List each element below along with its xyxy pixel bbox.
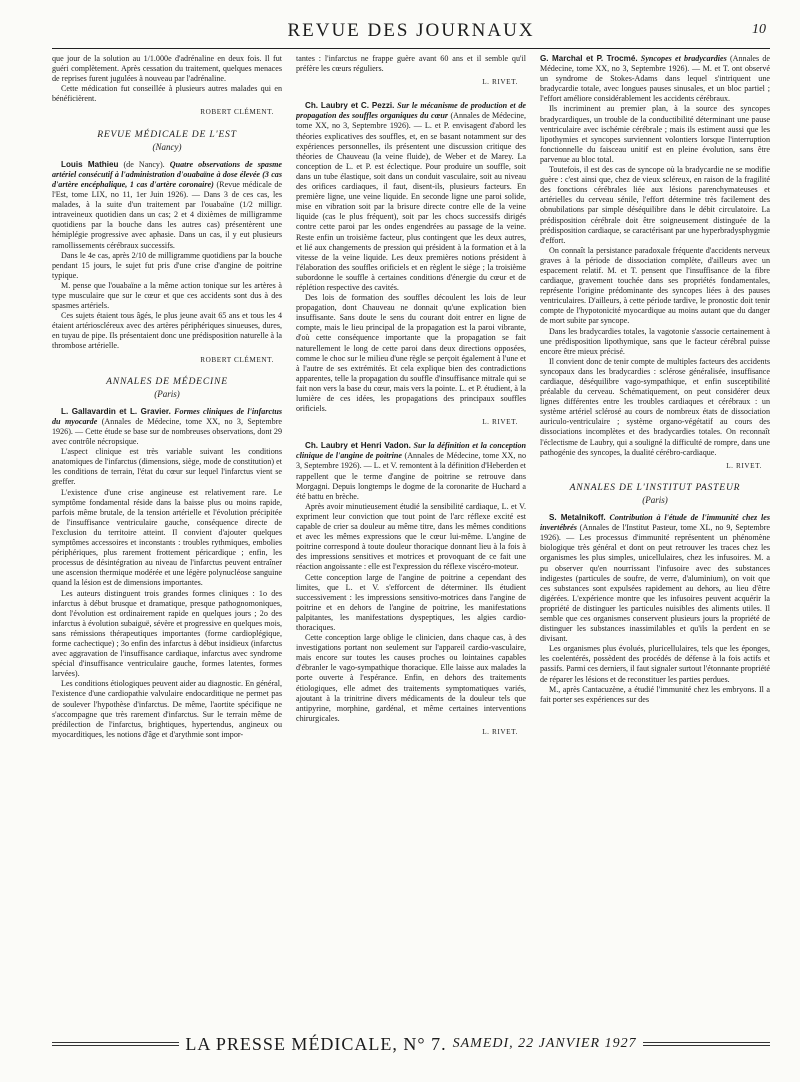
paragraph: Des lois de formation des souffles découlent les lois de leur propagation, dont Chauveau ne donnait qu'une explication bien insuffisante. Sans doute le sens du courant doit entrer en ligne de compte, mais le lieu principal de la propagation est la paroi vibrante, d'où cette conséquence importante que la propagation se fait naturellement le long de cette paroi dans deux directions opposées, comme le choc sur le milieu d'une règle se perçoit également à l'une et à l'autre de ses extrémités. Et cela explique bien des contradictions apparentes, telle la propagation du souffle d'insuffisance mitrale qui se fait non vers la base du cœur, mais vers la pointe. L. et P. étudient, à la lumière de ces idées, les propagations des principaux souffles orificiels.	[296, 293, 526, 414]
signature: L. RIVET.	[482, 418, 518, 427]
footer-journal: LA PRESSE MÉDICALE, N° 7.	[185, 1033, 447, 1054]
section-title: REVUE MÉDICALE DE L'EST	[97, 128, 237, 140]
page-header	[52, 18, 770, 49]
abstract-entry	[540, 54, 770, 104]
abstract-author: Louis Mathieu	[61, 159, 119, 169]
footer-rule-left	[52, 1042, 179, 1046]
paragraph: Après avoir minutieusement étudié la sensibilité cardiaque, L. et V. expriment leur conviction que tout point de l'arc réflexe excité est capable de crier sa douleur au même titre, dans les mêmes conditions et avec les mêmes expressions que le cœur lui-même. L'angine de poitrine correspond à toute douleur thoracique donnant lieu à la fois à des impressions sensitives et motrices et provoquant de ce fait une réaction angoissante : elle est l'expression du réflexe viscéro-moteur.	[296, 501, 526, 572]
paragraph: Ces sujets étaient tous âgés, le plus jeune avait 65 ans et tous les 4 étaient artérioscléreux avec des artères périphériques sinueuses, dures, en tuyau de pipe. Ils présentaient donc une prédisposition naturelle à la thrombose artérielle.	[52, 311, 282, 351]
abstract-title: Quatre observations de spasme artériel consécutif à l'administration d'ouabaïne à dose élevée (3 cas d'artère encéphalique, 1 cas d'artère coronaire)	[52, 159, 282, 189]
column-1	[52, 54, 282, 1026]
abstract-author: L. Gallavardin et L. Gravier.	[61, 406, 171, 416]
paragraph: Cette médication fut conseillée à plusieurs autres malades qui en bénéficièrent.	[52, 84, 282, 104]
column-2	[296, 54, 526, 1026]
abstract-author: G. Marchal et P. Trocmé.	[540, 54, 638, 63]
paragraph: Les auteurs distinguent trois grandes formes cliniques : 1o des infarctus à début brusque et dramatique, presque pathognomoniques, dont l'évolution est ordinairement rapide en quelques jours ; 2o des infarctus à évolution subaiguë, sévère et progressive en quelques mois, sans rémissions thérapeutiques importantes (forme cardioplégique, forme cachectique) ; 3o enfin des infarctus à début insidieux (infarctus avec aggravation de l'insuffisance cardiaque, infarctus avec syndrome spécial d'insuffisance ventriculaire gauche, formes latentes, formes larvées).	[52, 588, 282, 679]
signature: L. RIVET.	[482, 727, 518, 736]
column-3	[540, 54, 770, 1026]
abstract-text: (Annales de Médecine, tome XX, no 3, Septembre 1926). — L. et V. remontent à la définition d'Heberden et rappellent que le terme d'angine de poitrine se retrouve dans Morgagni. Depuis longtemps le dogme de la coronarite de Huchard a été battu en brèche.	[296, 451, 526, 501]
paragraph: Ils incriminent au premier plan, à la source des syncopes bradycardiques, un trouble de la conductibilité déterminant une pause ventriculaire avec ischémie cérébrale ; mais ils estiment aussi que les lipothymies et syncopes surviennent volontiers lorsque l'interruption fonctionnelle du faisceau unitif est en pleine évolution, sans être parvenue au bloc total.	[540, 104, 770, 164]
footer-rule-right	[643, 1042, 770, 1046]
abstract-entry	[52, 407, 282, 447]
page-footer	[52, 1031, 770, 1057]
paragraph: Les conditions étiologiques peuvent aider au diagnostic. En général, l'existence d'une cardiopathie valvulaire endocarditique ne permet pas de soulever l'hypothèse d'infarctus. De même, l'aortite spécifique ne s'accompagne que très rarement d'infarctus. Sur le terrain même de prédilection de l'infarctus, brightiques, hypertendus, angineux ou myocarditiques, les notions d'âge et d'arythmie sont impor-	[52, 679, 282, 739]
spacer	[296, 433, 526, 441]
abstract-entry	[52, 160, 282, 251]
footer-date: SAMEDI, 22 JANVIER 1927	[452, 1036, 637, 1051]
abstract-title: Sur la définition et la conception clinique de l'angine de poitrine	[296, 441, 526, 461]
abstract-text: (Annales de Médecine, tome XX, no 3, Septembre 1926). — M. et T. ont observé un syndrome de Stokes-Adams dans lequel s'intriquent une bradycardie totale, avec longues pauses sinusales, et un bloc partiel ; l'effort améliore considérablement les accidents cérébraux.	[540, 54, 770, 104]
abstract-text: (Annales de Médecine, tome XX, no 3, Septembre 1926). — L. et P. envisagent d'abord les théories explicatives des souffles, et, en se basant notamment sur des expériences personnelles, ils présentent une discussion critique des théories de Chauveau (la veine fluide), de Weber et de Marey. La conception de L. et P. est éclectique. Pour produire un souffle, soit dans un tube élastique, soit dans un conduit vasculaire, soit au niveau des orifices cardiaques, il faut, disent-ils, plusieurs facteurs. En première ligne, une veine liquide. En seconde ligne une paroi solide, mise en vibration soit par la brisure directe contre elle de la veine liquide (cas le plus fréquent), soit par les chocs successifs dirigés contre cette paroi par les ondes engendrées au passage de la veine. Reste enfin un troisième facteur, plus contingent que les deux autres, et lié aux changements de pression qui président à la formation et à la vitesse de la veine liquide. Les deux premières notions président à l'élaboration des souffles orificiels et en règlent le siège ; la troisième subordonne le souffle à certaines conditions d'énergie du cœur et de réplétion respective des cavités.	[296, 111, 526, 292]
signature: ROBERT CLÉMENT.	[200, 108, 274, 117]
paragraph: Il convient donc de tenir compte de multiples facteurs des accidents syncopaux dans les bradycardies : sclérose généralisée, insuffisance cardiaque, déséquilibre vago-sympathique, et enfin susceptibilité préalable du cerveau. Schématiquement, on peut considérer deux lignes différentes entre les troubles cardiaques et cérébraux : un système artériel sclérosé au cours de nombreux états de dissociation auriculo-ventriculaire ; système organo-végétatif au cours des dissociations incomplètes et des bradycardies totales. On reconnaît l'éclectisme de Laubry, qui a souligné la difficulté de rompre, dans une pathogénie des syncopes, la dualité cérébro-cardiaque.	[540, 356, 770, 457]
abstract-entry	[296, 101, 526, 293]
abstract-title: Sur le mécanisme de production et de propagation des souffles organiques du cœur	[296, 101, 526, 121]
paragraph: On connaît la persistance paradoxale fréquente d'accidents nerveux graves à la période de dissociation complète, d'ailleurs avec un espacement relatif. M. et T. pensent que l'insuffisance de la fibre cardiaque, gravement touchée dans ses propriétés fondamentales, représente l'origine prédominante des syncopes liées à des pauses ventriculaires. D'ailleurs, à cette période tardive, le pronostic doit tenir compte de l'hypotonicité myocardique au moins autant que du danger de mort subite par syncope.	[540, 245, 770, 326]
abstract-text: (Annales de Médecine, tome XX, no 3, Septembre 1926). — Cette étude se base sur de nombreuses observations, dont 29 avec contrôle nécropsique.	[52, 416, 282, 447]
article-columns	[52, 54, 770, 1026]
paragraph: M. pense que l'ouabaïne a la même action tonique sur les artères à type musculaire que sur le cœur et que ces accidents sont dus à des spasmes artériels.	[52, 280, 282, 311]
section-title: ANNALES DE L'INSTITUT PASTEUR	[569, 481, 741, 493]
section-subtitle: (Paris)	[154, 388, 180, 399]
running-title: REVUE DES JOURNAUX	[287, 20, 535, 41]
abstract-title: Syncopes et bradycardies	[637, 54, 727, 63]
section-title: ANNALES DE MÉDECINE	[106, 375, 228, 387]
paragraph: M., après Cantacuzène, a étudié l'immunité chez les embryons. Il a fait porter ses expériences sur des	[540, 684, 770, 704]
paragraph: Dans le 4e cas, après 2/10 de milligramme quotidiens par la bouche pendant 15 jours, le sujet fut pris d'une crise d'angine de poitrine typique.	[52, 250, 282, 280]
paragraph: Dans les bradycardies totales, la vagotonie s'associe certainement à une prédisposition lipothymique, sans que le facteur cérébral puisse encore être mieux précisé.	[540, 326, 770, 356]
signature: L. RIVET.	[482, 78, 518, 87]
paragraph: L'aspect clinique est très variable suivant les conditions anatomiques de l'infarctus (dimensions, siège, mode de constitution) et les conditions de terrain, l'état du cœur sur lequel l'infarctus vient se greffer.	[52, 447, 282, 487]
abstract-entry	[296, 441, 526, 502]
abstract-location: (de Nancy).	[118, 159, 170, 169]
section-subtitle: (Paris)	[642, 494, 668, 505]
abstract-author: Ch. Laubry et Henri Vadon.	[305, 441, 411, 451]
signature: ROBERT CLÉMENT.	[200, 355, 274, 364]
paragraph: Cette conception large de l'angine de poitrine a cependant des limites, que L. et V. s'efforcent de déterminer. Ils étudient successivement : les impressions sensitivo-motrices dans l'angine de poitrine et en dehors de l'angine de poitrine, les manifestations palpitantes, les manifestations dyspeptiques, les algies cardio-thoraciques.	[296, 572, 526, 632]
abstract-text: (Revue médicale de l'Est, tome LIX, no 11, 1er Juin 1926). — Dans 3 de ces cas, les malades, à la suite d'un traitement par l'ouabaïne (1/2 milligr. intraveineux quotidien dans un cas; 2 et 4 dixièmes de milligramme quotidiens par la bouche dans les autres cas) présentèrent une hémiplégie progressive avec aphasie. Dans un cas, il y eut plusieurs ramollissements cérébraux successifs.	[52, 179, 282, 250]
paragraph: tantes : l'infarctus ne frappe guère avant 60 ans et il semble qu'il préfère les cœurs réguliers.	[296, 54, 526, 74]
spacer	[296, 93, 526, 101]
page-number: 10	[752, 22, 766, 37]
abstract-author: Ch. Laubry et C. Pezzi.	[305, 101, 395, 111]
section-subtitle: (Nancy)	[152, 141, 182, 152]
paragraph: Les organismes plus évolués, pluricellulaires, tels que les éponges, les coelentérés, possèdent des procédés de défense à la fois actifs et passifs. Parmi ces derniers, il faut signaler surtout l'étonnante propriété de réparer les lésions et de reconstituer les parties perdues.	[540, 644, 770, 684]
paragraph: Toutefois, il est des cas de syncope où la bradycardie ne se modifie guère : c'est ainsi que, chez de vieux scléreux, en raison de la fragilité des fonctions cérébrales liée aux lésions parenchymateuses et artérielles du cerveau sénile, l'effort détermine très facilement des obnubilations par simple déséquilibre dans le débit circulatoire. La prédisposition cérébrale doit être soigneusement distinguée de la prédisposition cardiaque, se caractérisant par une hyperbradysphygmie d'effort.	[540, 165, 770, 245]
paragraph: que jour de la solution au 1/1.000e d'adrénaline en deux fois. Il fut guéri complètement. Après cessation du traitement, quelques menaces de reprises furent jugulées à nouveau par l'adrénaline.	[52, 54, 282, 84]
signature: L. RIVET.	[726, 461, 762, 470]
abstract-title: Formes cliniques de l'infarctus du myocarde	[52, 406, 282, 426]
abstract-title: Contribution à l'étude de l'immunité chez les invertébrés	[540, 513, 770, 533]
abstract-entry	[540, 513, 770, 644]
abstract-author: S. Metalnikoff.	[549, 513, 606, 523]
paragraph: Cette conception large oblige le clinicien, dans chaque cas, à des investigations portant non seulement sur l'appareil cardio-vasculaire, mais encore sur toutes les causes proches ou lointaines capables d'ébranler le vago-sympathique thoracique. Elle laisse aux malades la porte ouverte à l'espérance. Enfin, en dehors des traitements étiologiques, elle admet des traitements symptomatiques variés, ajoutant à la trinitrine divers médicaments de la douleur tels que antipyrine, morphine, gardénal, et même certaines interventions chirurgicales.	[296, 633, 526, 723]
paragraph: L'existence d'une crise angineuse est relativement rare. Le symptôme fondamental réside dans la baisse plus ou moins rapide, parfois même brutale, de la tension artérielle et l'évolution précipitée de l'insuffisance ventriculaire gauche, conséquence directe de l'exclusion du territoire atteint. Il convient d'ajouter quelques symptômes accessoires et inconstants : troubles rythmiques, embolies périphériques, plus rarement frottement péricardique ; enfin, les processus de désintégration au niveau de l'infarctus peuvent entraîner une ascension thermique modérée et une légère polynucléose sanguine quand la lésion est de dimensions importantes.	[52, 487, 282, 588]
abstract-text: (Annales de l'Institut Pasteur, tome XL, no 9, Septembre 1926). — Les processus d'immunité représentent un phénomène biologique très général et dont on peut retrouver les traces chez les organismes les plus simples, unicellulaires, chez les infusoires. M. a pu observer qu'en nourrissant l'infusoire avec des substances indigestes (particules de soufre, de verre, d'aluminium), on voit que ces substances sont expulsées rapidement au dehors, au lieu d'être digérées. L'expérience montre que les infusoires peuvent acquérir la propriété de distinguer les particules nuisibles des aliments utiles. Il semble que ces organismes conservent plusieurs jours la propriété de distinguer les substances inassimilables et qu'ils la perdent en se divisant.	[540, 523, 770, 644]
